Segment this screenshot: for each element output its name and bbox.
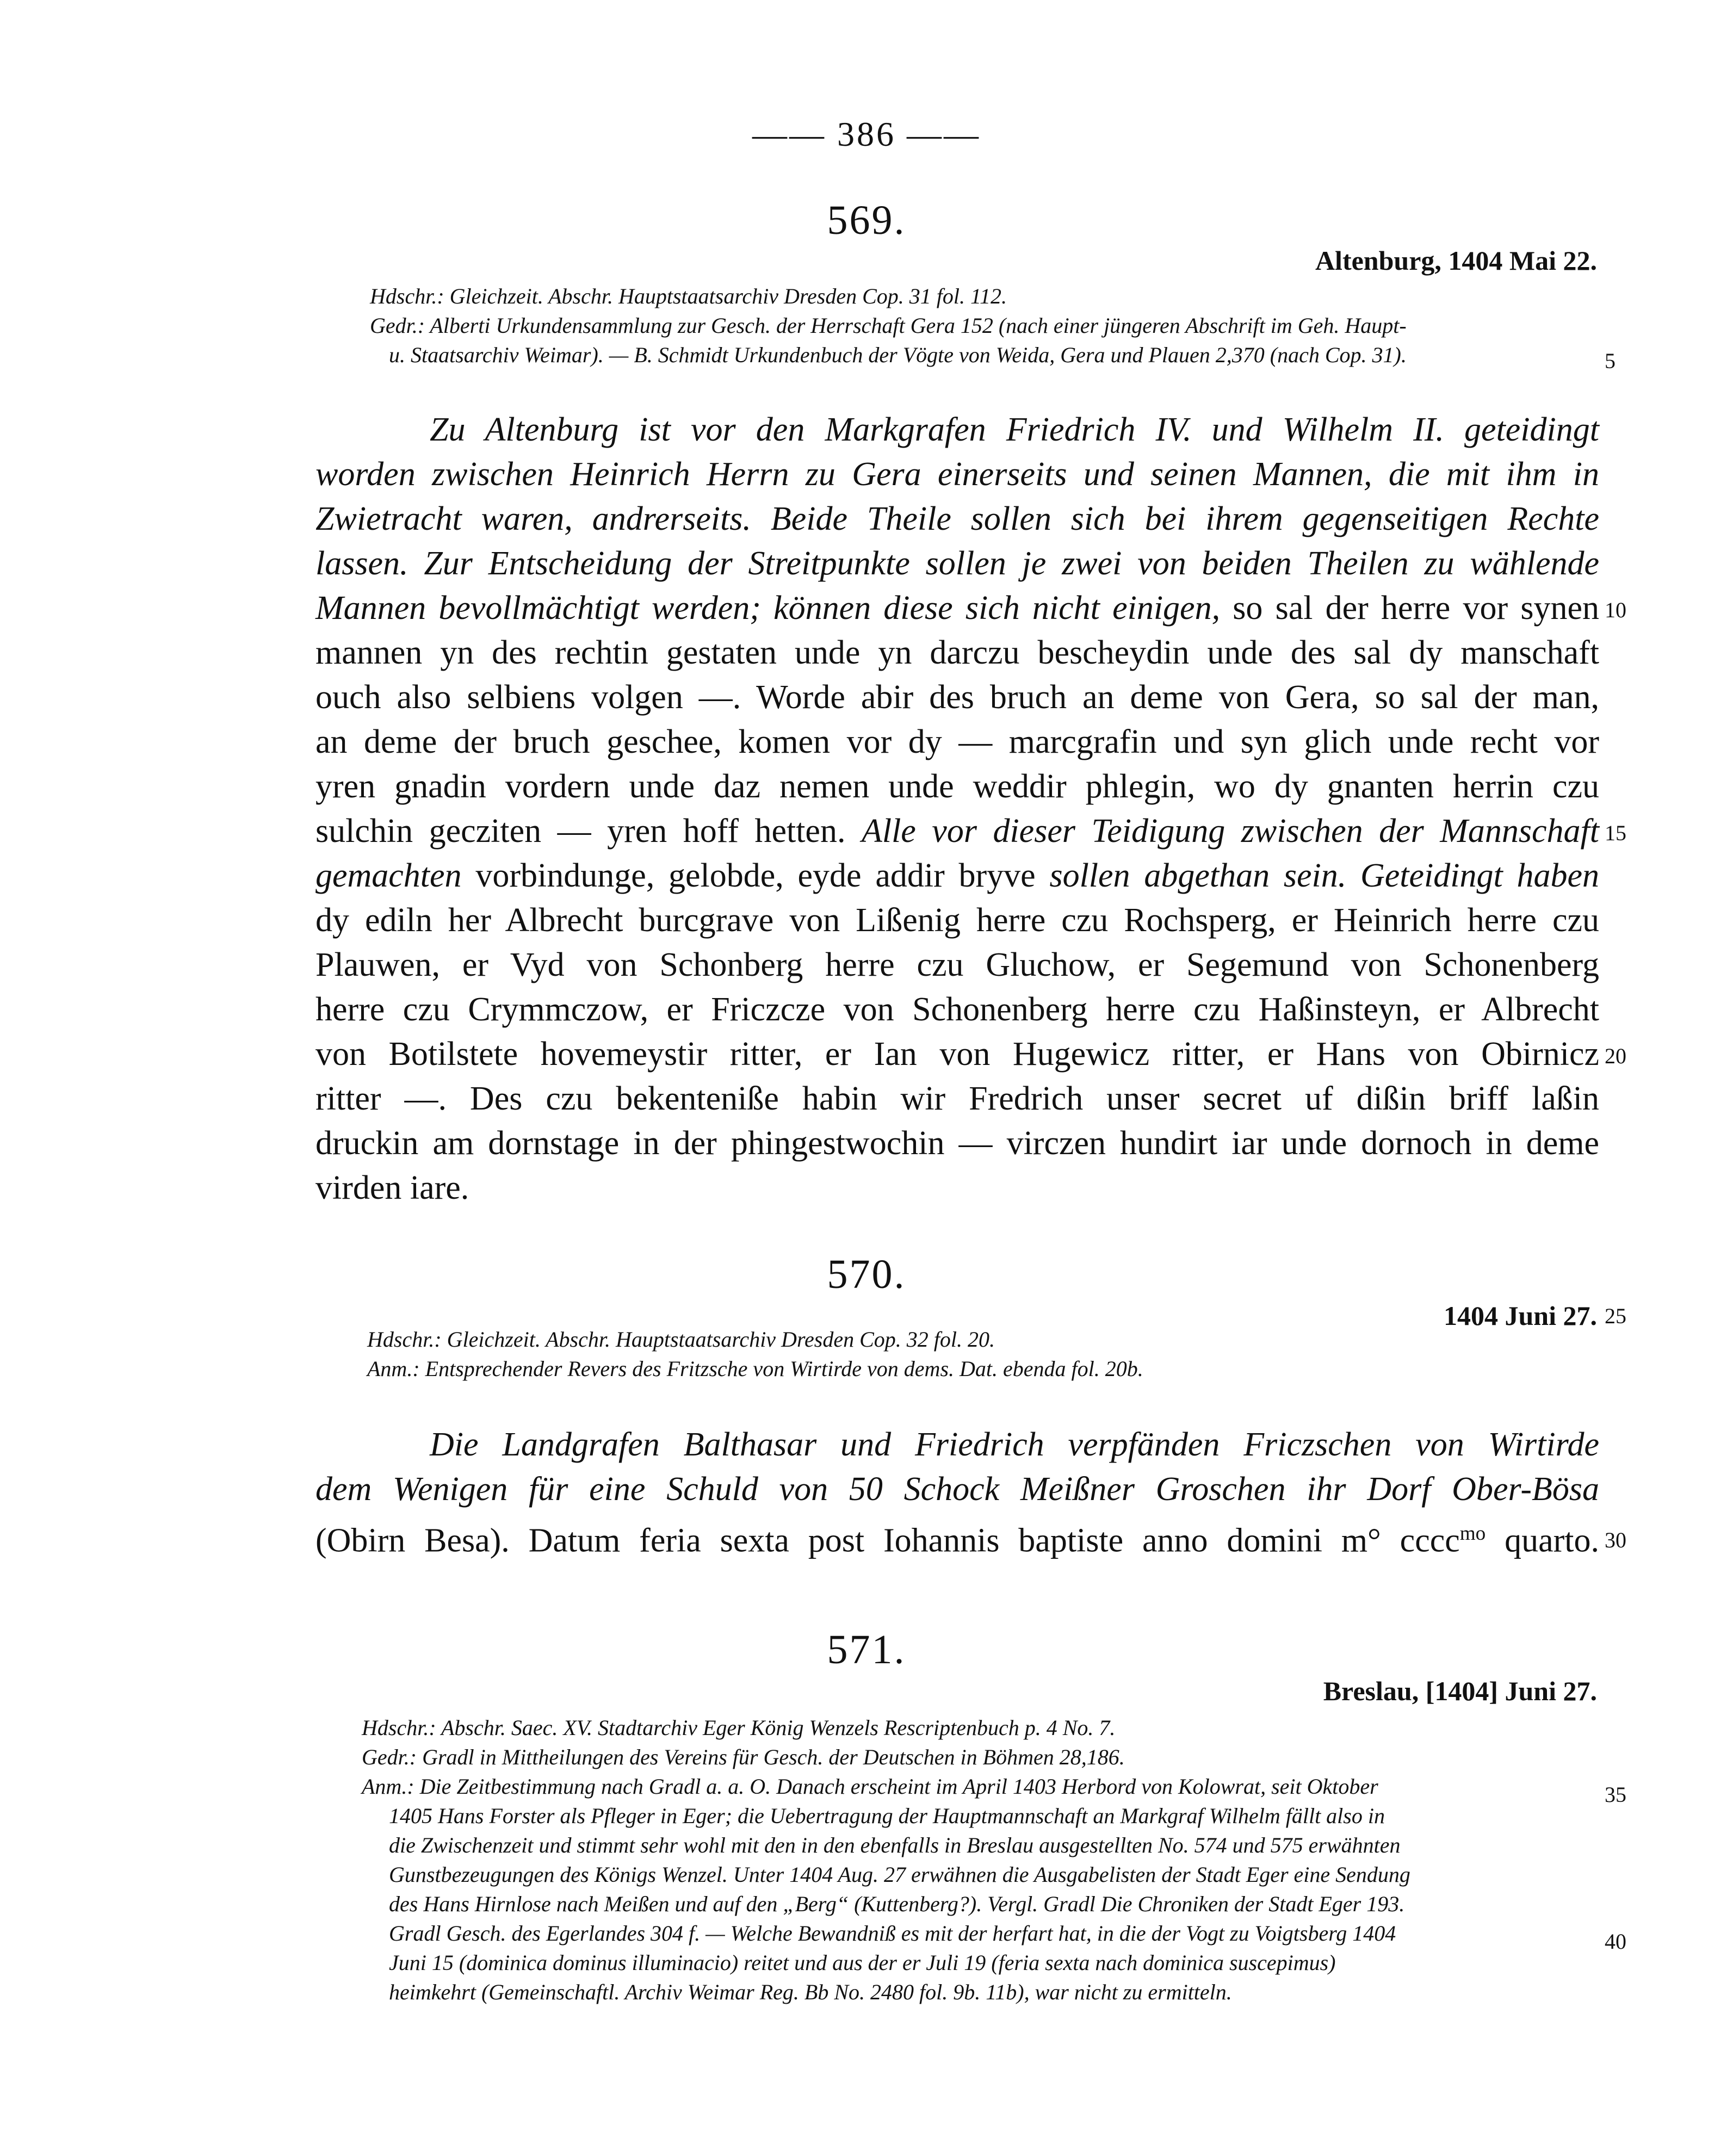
line-number: 20 <box>1605 1044 1626 1068</box>
print-note-continued: u. Staatsarchiv Weimar). — B. Schmidt Urkundenbuch der Vögte von Weida, Gera und Plauen 2,370 (nach Cop. 31). <box>389 343 1407 367</box>
regest-line: Zwietracht waren, andrerseits. Beide Theile sollen sich bei ihrem gegenseitigen Rechte <box>315 500 1599 537</box>
source-text: so sal der herre vor synen <box>1220 590 1599 627</box>
regest-line: worden zwischen Heinrich Herrn zu Gera einerseits und seinen Mannen, die mit ihm in <box>315 456 1599 493</box>
line-number: 15 <box>1605 821 1626 845</box>
line-number: 25 <box>1605 1304 1626 1328</box>
page-header: —— 386 —— <box>752 115 981 153</box>
manuscript-note: Hdschr.: Abschr. Saec. XV. Stadtarchiv Eger König Wenzels Rescriptenbuch p. 4 No. 7. <box>362 1715 1116 1740</box>
superscript: mo <box>1459 1522 1486 1545</box>
line-number: 40 <box>1605 1929 1626 1954</box>
line-number: 30 <box>1605 1528 1626 1552</box>
body-line <box>315 854 1599 897</box>
regest-line: lassen. Zur Entscheidung der Streitpunkte sollen je zwei von beiden Theilen zu wählende <box>315 545 1599 582</box>
line-number: 5 <box>1605 349 1616 373</box>
source-line: herre czu Crymmczow, er Friczcze von Schonenberg herre czu Haßinsteyn, er Albrecht <box>315 991 1599 1028</box>
source-line: Plauwen, er Vyd von Schonberg herre czu Gluchow, er Segemund von Schonenberg <box>315 946 1599 983</box>
annotation-note: Anm.: Entsprechender Revers des Fritzsche von Wirtirde von dems. Dat. ebenda fol. 20b. <box>367 1356 1143 1381</box>
annotation-note-continued: Gradl Gesch. des Egerlandes 304 f. — Welche Bewandniß es mit der herfart hat, in die der Vogt zu Voigtsberg 1404 <box>389 1921 1396 1946</box>
source-line: druckin am dornstage in der phingestwochin — virczen hundirt iar unde dornoch in deme <box>315 1125 1599 1162</box>
regest-text: gemachten <box>315 857 462 894</box>
source-text: (Obirn Besa). Datum feria sexta post Iohannis baptiste anno domini m° cccc <box>315 1522 1460 1559</box>
entry-place-date: 1404 Juni 27. <box>1443 1300 1597 1331</box>
source-line: dy ediln her Albrecht burcgrave von Lißenig herre czu Rochsperg, er Heinrich herre czu <box>315 902 1599 939</box>
source-line: mannen yn des rechtin gestaten unde yn darczu bescheydin unde des sal dy manschaft <box>315 634 1599 671</box>
annotation-note-continued: des Hans Hirnlose nach Meißen und auf den „Berg“ (Kuttenberg?). Vergl. Gradl Die Chroniken der Stadt Eger 193. <box>389 1892 1405 1916</box>
regest-line: Zu Altenburg ist vor den Markgrafen Friedrich IV. und Wilhelm II. geteidingt <box>430 411 1599 448</box>
body-line <box>315 586 1599 630</box>
annotation-note-continued: heimkehrt (Gemeinschaftl. Archiv Weimar Reg. Bb No. 2480 fol. 9b. 11b), war nicht zu ermitteln. <box>389 1980 1232 2004</box>
source-line: von Botilstete hovemeystir ritter, er Ian von Hugewicz ritter, er Hans von Obirnicz <box>315 1036 1599 1073</box>
body-line <box>315 809 1599 853</box>
entry-number: 570. <box>827 1252 906 1297</box>
source-text: quarto. <box>1486 1522 1599 1559</box>
source-line: yren gnadin vordern unde daz nemen unde weddir phlegin, wo dy gnanten herrin czu <box>315 768 1599 805</box>
source-line: virden iare. <box>315 1169 469 1206</box>
print-note: Gedr.: Alberti Urkundensammlung zur Gesch. der Herrschaft Gera 152 (nach einer jüngeren Abschrift im Geh. Haupt- <box>370 313 1407 338</box>
annotation-note-continued: 1405 Hans Forster als Pfleger in Eger; die Uebertragung der Hauptmannschaft an Markgraf Wilhelm fällt also in <box>389 1804 1385 1828</box>
source-line: ouch also selbiens volgen —. Worde abir des bruch an deme von Gera, so sal der man, <box>315 679 1599 716</box>
regest-text: sollen abgethan sein. Geteidingt haben <box>1049 857 1599 894</box>
regest-line: dem Wenigen für eine Schuld von 50 Schock Meißner Groschen ihr Dorf Ober-Bösa <box>315 1471 1599 1508</box>
annotation-note-continued: Gunstbezeugungen des Königs Wenzel. Unter 1404 Aug. 27 erwähnen die Ausgabelisten der Stadt Eger eine Sendung <box>389 1862 1410 1887</box>
regest-text: Mannen bevollmächtigt werden; können diese sich nicht einigen, <box>315 590 1221 627</box>
source-text: vorbindunge, gelobde, eyde addir bryve <box>461 857 1050 894</box>
line-number: 10 <box>1605 598 1626 622</box>
source-text: sulchin gecziten — yren hoff hetten. <box>315 813 862 850</box>
entry-place-date: Breslau, [1404] Juni 27. <box>1323 1676 1597 1706</box>
manuscript-note: Hdschr.: Gleichzeit. Abschr. Hauptstaatsarchiv Dresden Cop. 32 fol. 20. <box>367 1327 995 1352</box>
annotation-note: Anm.: Die Zeitbestimmung nach Gradl a. a. O. Danach erscheint im April 1403 Herbord von Kolowrat, seit Oktober <box>362 1774 1378 1799</box>
source-line: ritter —. Des czu bekenteniße habin wir Fredrich unser secret uf dißin briff laßin <box>315 1080 1599 1117</box>
print-note: Gedr.: Gradl in Mittheilungen des Vereins für Gesch. der Deutschen in Böhmen 28,186. <box>362 1745 1125 1769</box>
source-line: an deme der bruch geschee, komen vor dy — marcgrafin und syn glich unde recht vor <box>315 723 1599 760</box>
regest-text: Alle vor dieser Teidigung zwischen der Mannschaft <box>861 813 1600 850</box>
annotation-note-continued: die Zwischenzeit und stimmt sehr wohl mit den in den ebenfalls in Breslau ausgestellten No. 574 und 575 erwähnten <box>389 1833 1401 1857</box>
line-number: 35 <box>1605 1782 1626 1807</box>
entry-place-date: Altenburg, 1404 Mai 22. <box>1315 245 1597 276</box>
regest-line: Die Landgrafen Balthasar und Friedrich verpfänden Friczschen von Wirtirde <box>430 1426 1599 1463</box>
entry-number: 569. <box>827 197 906 243</box>
body-line <box>315 1512 1599 1563</box>
entry-number: 571. <box>827 1627 906 1672</box>
annotation-note-continued: Juni 15 (dominica dominus illuminacio) reitet und aus der er Juli 19 (feria sexta nach dominica suscepimus) <box>389 1950 1336 1975</box>
manuscript-note: Hdschr.: Gleichzeit. Abschr. Hauptstaatsarchiv Dresden Cop. 31 fol. 112. <box>370 284 1007 308</box>
